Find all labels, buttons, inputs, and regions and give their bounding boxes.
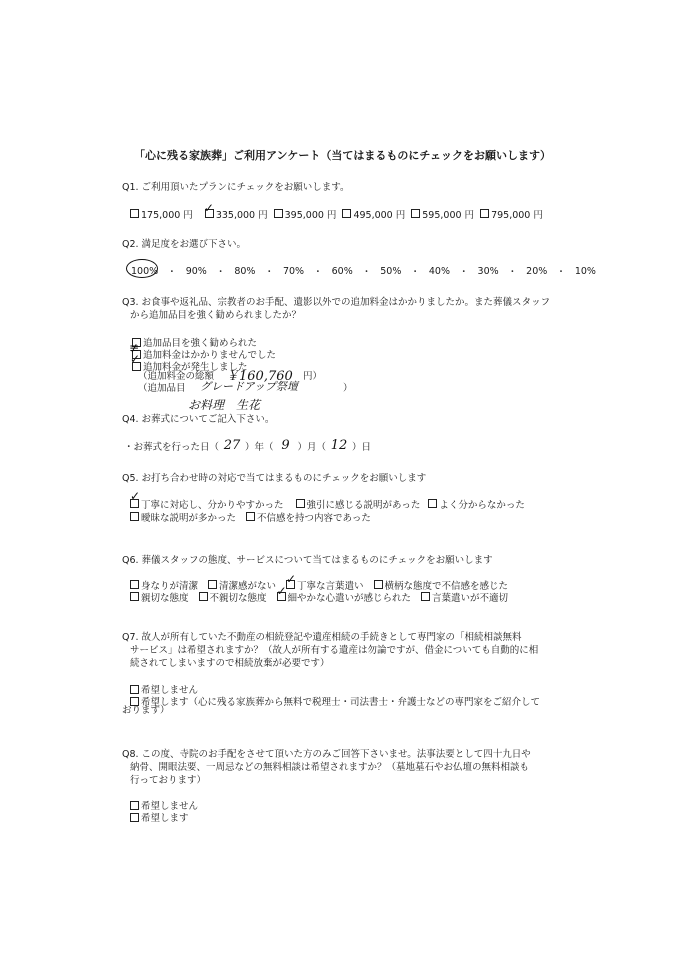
year-handwritten[interactable]: 27 — [223, 438, 241, 453]
scale-80[interactable]: 80% — [234, 265, 256, 277]
q7-question-line3: 続されてしまいますので相続放棄が必要です） — [130, 658, 330, 669]
q1-option-2[interactable]: ✓ 335,000 円 — [203, 201, 268, 221]
scale-100[interactable]: 100% — [131, 265, 159, 277]
q4-date: ・お葬式を行った日（ 27 ）年（ 9 ）月（ 12 ）日 — [124, 438, 372, 453]
q5-option-3[interactable]: よく分からなかった — [428, 497, 525, 511]
check-mark-icon: ✓ — [203, 201, 214, 215]
q3-question-line1: Q3. お食事や返礼品、宗教者のお手配、遺影以外での追加料金はかかりましたか。また葬儀スタッフ — [122, 297, 551, 308]
q8-question-line3: 行っております） — [130, 775, 207, 786]
q5-row-1 — [130, 489, 525, 511]
page-title: 「心に残る家族葬」ご利用アンケート（当てはまるものにチェックをお願いします） — [134, 149, 552, 162]
check-mark-icon: ✓ — [130, 489, 141, 503]
q6-option-3[interactable]: ✓ 丁寧な言葉遣い — [286, 572, 364, 592]
checkbox[interactable] — [208, 580, 217, 589]
q3-items-close: ） — [343, 383, 353, 394]
checkbox[interactable] — [130, 580, 139, 589]
scale-60[interactable]: 60% — [331, 265, 353, 277]
checkbox[interactable] — [296, 499, 305, 508]
q3-option-2[interactable]: 追加料金はかかりませんでした — [132, 347, 276, 361]
checkbox[interactable] — [130, 685, 139, 694]
q1-option-6[interactable]: 795,000 円 — [480, 207, 543, 221]
q3-question-line2: から追加品目を強く勧められましたか？ — [130, 310, 302, 321]
checkbox[interactable] — [246, 512, 255, 521]
checkbox[interactable] — [428, 499, 437, 508]
checkbox[interactable] — [199, 592, 208, 601]
checkbox[interactable] — [411, 209, 420, 218]
q3-items-label: （追加品目 — [138, 383, 186, 394]
scale-40[interactable]: 40% — [428, 265, 451, 277]
q5-option-1[interactable]: ✓ 丁寧に対応し、分かりやすかった — [130, 489, 284, 511]
q3-total-unit: 円） — [303, 371, 323, 382]
q6-option-1[interactable]: 身なりが清潔 — [130, 578, 198, 592]
q1-option-3[interactable]: 395,000 円 — [274, 207, 337, 221]
checkbox[interactable] — [342, 209, 351, 218]
q5-option-2[interactable]: 強引に感じる説明があった — [296, 497, 421, 511]
q3-items-handwritten: グレードアップ祭壇 — [200, 380, 298, 393]
checkbox[interactable] — [421, 592, 430, 601]
scale-50[interactable]: 50% — [380, 265, 402, 277]
q3-total-handwritten: ￥160,760 — [226, 369, 293, 384]
q5-row-2 — [130, 510, 371, 524]
q7-option-2[interactable]: 希望します（心に残る家族葬から無料で税理士・司法書士・弁護士などの専門家をご紹介して — [130, 694, 540, 708]
q5-option-4[interactable]: 曖昧な説明が多かった — [130, 510, 236, 524]
checkbox[interactable] — [130, 801, 139, 810]
scale-90[interactable]: 90% — [185, 265, 207, 277]
checkbox[interactable] — [130, 592, 139, 601]
q1-option-4[interactable]: 495,000 円 — [342, 207, 405, 221]
q1-options — [130, 201, 543, 221]
checkbox[interactable] — [374, 580, 383, 589]
day-handwritten[interactable]: 12 — [330, 438, 348, 453]
q3-total-label: （追加料金の総額 — [138, 371, 215, 382]
month-handwritten[interactable]: 9 — [281, 438, 290, 453]
check-mark-icon: ✓ — [130, 352, 141, 366]
q6-question: Q6. 葬儀スタッフの態度、サービスについて当てはまるものにチェックをお願いします — [122, 555, 493, 566]
q7-question-line2: サービス」は希望されますか？（故人が所有する遺産は勿論ですが、借金についても自動的に相 — [130, 645, 539, 656]
q8-option-2[interactable]: 希望します — [130, 810, 189, 824]
q5-option-5[interactable]: 不信感を持つ内容であった — [246, 510, 371, 524]
scale-10[interactable]: 10% — [574, 265, 596, 277]
checkbox[interactable] — [274, 209, 283, 218]
q4-question: Q4. お葬式についてご記入下さい。 — [122, 414, 275, 425]
checkbox[interactable] — [130, 813, 139, 822]
checkbox[interactable] — [130, 209, 139, 218]
q6-option-4[interactable]: 横柄な態度で不信感を感じた — [374, 578, 509, 592]
q6-option-5[interactable]: 親切な態度 — [130, 590, 189, 604]
scribble-mark-icon: ≢ — [129, 341, 140, 355]
q1-option-5[interactable]: 595,000 円 — [411, 207, 474, 221]
q2-question: Q2. 満足度をお選び下さい。 — [122, 239, 247, 250]
q5-question: Q5. お打ち合わせ時の対応で当てはまるものにチェックをお願いします — [122, 473, 427, 484]
q6-option-7[interactable]: ✓ 細やかな心遣いが感じられた — [276, 584, 412, 604]
q2-scale: 100% ・ 90% ・ 80% ・ 70% ・ 60% ・ 50% ・ 40% ・ 30% ・ 20% ・ 10% — [131, 265, 596, 278]
q8-question-line2: 納骨、開眼法要、一周忌などの無料相談は希望されますか？（墓地墓石やお仏壇の無料相談も — [130, 762, 530, 773]
q7-option-2-line2: おります） — [122, 705, 170, 716]
q7-question-line1: Q7. 故人が所有していた不動産の相続登記や遺産相続の手続きとして専門家の「相続相談無料 — [122, 632, 522, 643]
checkbox[interactable] — [130, 512, 139, 521]
q7-option-1[interactable]: 希望しません — [130, 682, 198, 696]
q6-option-6[interactable]: 不親切な態度 — [199, 590, 267, 604]
q8-option-1[interactable]: 希望しません — [130, 798, 198, 812]
scale-20[interactable]: 20% — [526, 265, 548, 277]
q1-option-1[interactable]: 175,000 円 — [130, 207, 193, 221]
q8-question-line1: Q8. この度、寺院のお手配をさせて頂いた方のみご回答下さいませ。法事法要として四十九日や — [122, 749, 531, 760]
q3-items-handwritten-2: お料理 生花 — [188, 398, 261, 412]
check-mark-icon: ✓ — [286, 572, 297, 586]
q1-question: Q1. ご利用頂いたプランにチェックをお願いします。 — [122, 182, 350, 193]
scale-30[interactable]: 30% — [477, 265, 499, 277]
q6-option-2[interactable]: 清潔感がない — [208, 578, 276, 592]
q3-option-1[interactable]: 追加品目を強く勧められた — [132, 335, 257, 349]
check-mark-icon: ✓ — [276, 584, 287, 598]
scale-70[interactable]: 70% — [282, 265, 305, 277]
checkbox[interactable] — [480, 209, 489, 218]
q3-option-3[interactable]: 追加料金が発生しました — [132, 359, 248, 373]
q6-option-8[interactable]: 言葉遣いが不適切 — [421, 590, 508, 604]
